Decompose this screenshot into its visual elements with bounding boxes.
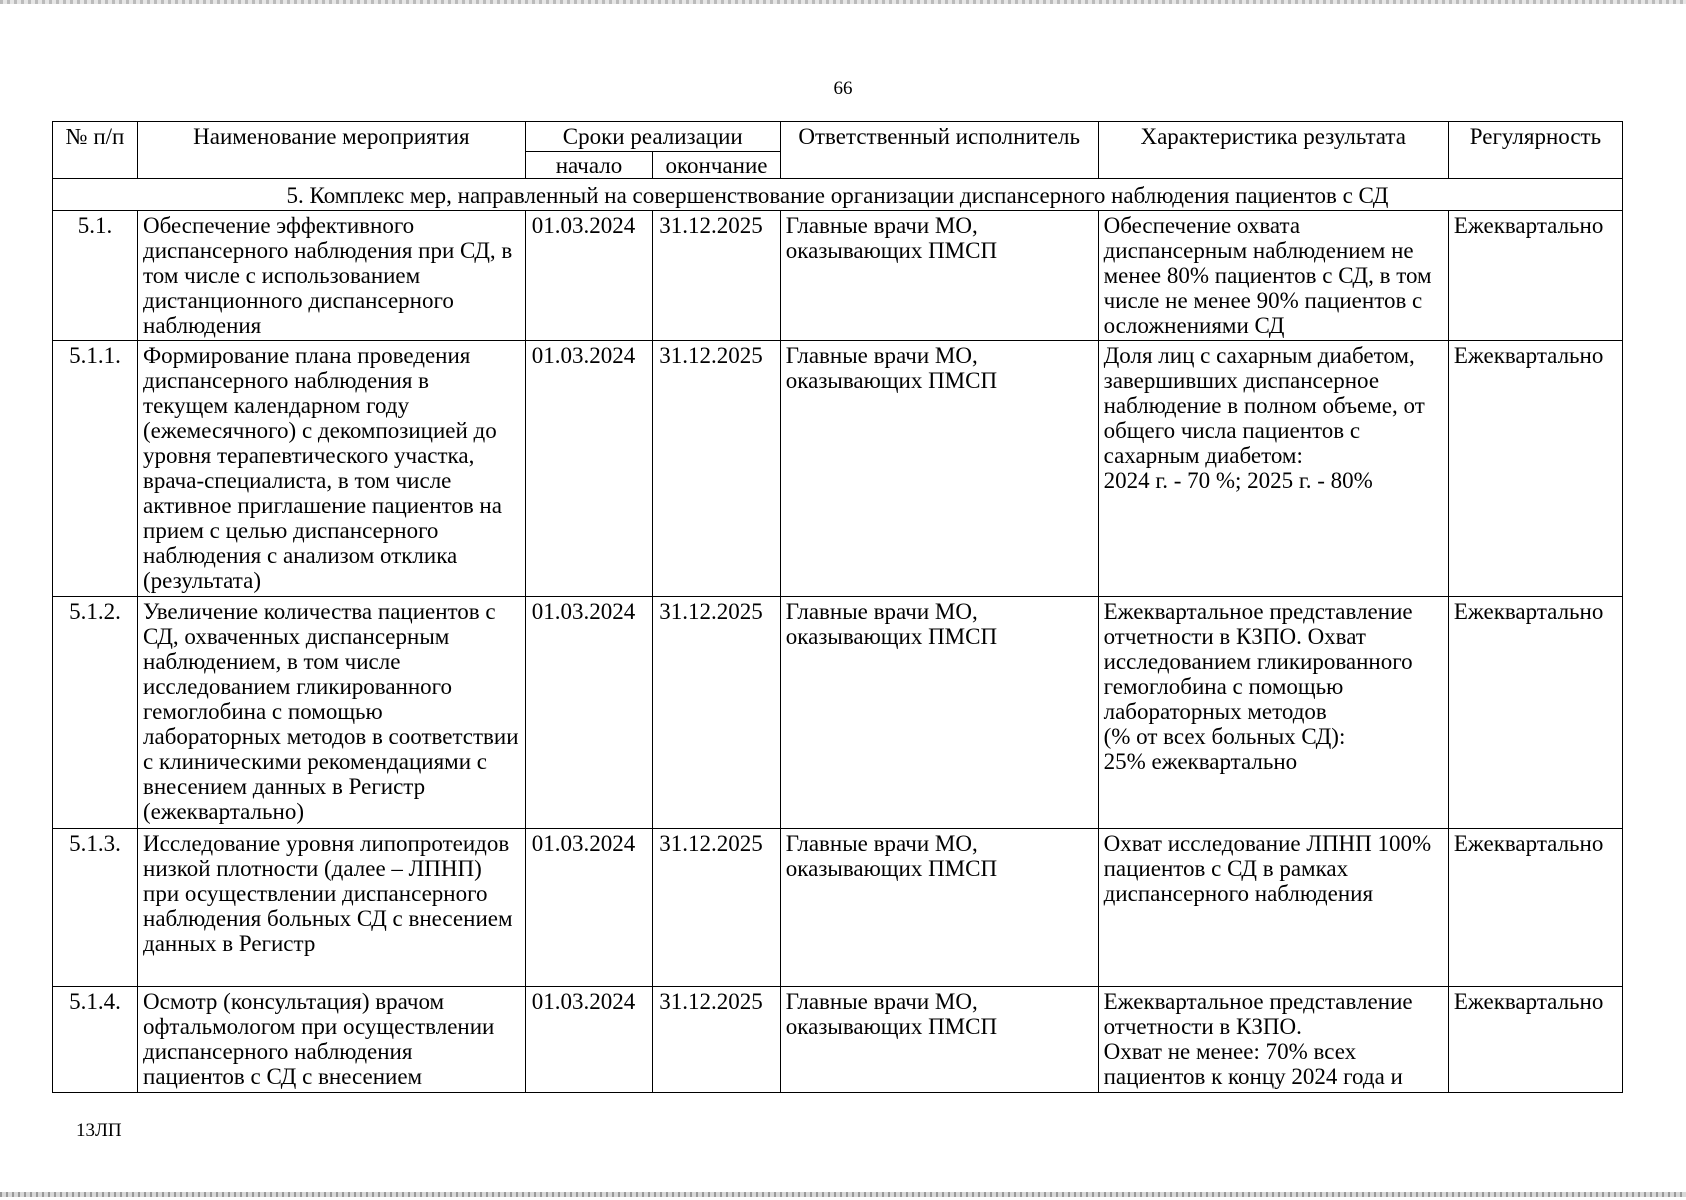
row-start: 01.03.2024 [525,829,653,987]
header-end: окончание [653,152,781,179]
header-start: начало [525,152,653,179]
row-end: 31.12.2025 [653,211,781,341]
row-result: Доля лиц с сахарным диабетом, завершивших диспансерное наблюдение в полном объеме, от общего числа пациентов с сахарным диабетом: 2024 г. - 70 %; 2025 г. - 80% [1098,341,1448,597]
table-header [53,122,1623,179]
row-regularity: Ежеквартально [1448,829,1622,987]
row-name: Исследование уровня липопротеидов низкой плотности (далее – ЛПНП) при осуществлении диспансерного наблюдения больных СД с внесением данных в Регистр [138,829,526,987]
row-regularity: Ежеквартально [1448,597,1622,829]
header-regularity: Регулярность [1448,122,1622,179]
row-name: Обеспечение эффективного диспансерного наблюдения при СД, в том числе с использованием дистанционного диспансерного наблюдения [138,211,526,341]
row-responsible: Главные врачи МО, оказывающих ПМСП [780,341,1098,597]
row-name: Формирование плана проведения диспансерного наблюдения в текущем календарном году (ежемесячного) с декомпозицией до уровня терапевтического участка, врача-специалиста, в том числе активное приглашение пациентов на прием с целью диспансерного наблюдения с анализом отклика (результата) [138,341,526,597]
row-end: 31.12.2025 [653,987,781,1093]
row-num: 5.1.4. [53,987,138,1093]
header-result: Характеристика результата [1098,122,1448,179]
row-end: 31.12.2025 [653,829,781,987]
row-num: 5.1. [53,211,138,341]
table-row [53,341,1623,597]
row-num: 5.1.1. [53,341,138,597]
table-row [53,829,1623,987]
row-responsible: Главные врачи МО, оказывающих ПМСП [780,597,1098,829]
row-responsible: Главные врачи МО, оказывающих ПМСП [780,829,1098,987]
header-name: Наименование мероприятия [138,122,526,179]
row-regularity: Ежеквартально [1448,987,1622,1093]
table-row [53,987,1623,1093]
row-num: 5.1.3. [53,829,138,987]
row-num: 5.1.2. [53,597,138,829]
row-responsible: Главные врачи МО, оказывающих ПМСП [780,987,1098,1093]
table-row [53,597,1623,829]
header-responsible: Ответственный исполнитель [780,122,1098,179]
row-name: Осмотр (консультация) врачом офтальмологом при осуществлении диспансерного наблюдения пациентов с СД с внесением [138,987,526,1093]
row-name: Увеличение количества пациентов с СД, охваченных диспансерным наблюдением, в том числе исследованием гликированного гемоглобина с помощью лабораторных методов в соответствии с клиническими рекомендациями с внесением данных в Регистр (ежеквартально) [138,597,526,829]
row-start: 01.03.2024 [525,597,653,829]
scan-edge-top [0,0,1686,4]
row-start: 01.03.2024 [525,211,653,341]
table-body [53,179,1623,1093]
footer-code: 13ЛП [76,1120,122,1141]
row-regularity: Ежеквартально [1448,211,1622,341]
row-result: Обеспечение охвата диспансерным наблюдением не менее 80% пациентов с СД, в том числе не менее 90% пациентов с осложнениями СД [1098,211,1448,341]
row-end: 31.12.2025 [653,341,781,597]
section-title: 5. Комплекс мер, направленный на совершенствование организации диспансерного наблюдения пациентов с СД [53,179,1623,211]
header-num: № п/п [53,122,138,179]
row-regularity: Ежеквартально [1448,341,1622,597]
row-responsible: Главные врачи МО, оказывающих ПМСП [780,211,1098,341]
header-period: Сроки реализации [525,122,780,152]
section-row [53,179,1623,211]
row-start: 01.03.2024 [525,341,653,597]
scan-edge-bottom [0,1192,1686,1197]
row-start: 01.03.2024 [525,987,653,1093]
measures-table [52,121,1623,1093]
table-row [53,211,1623,341]
row-result: Ежеквартальное представление отчетности в КЗПО. Охват исследованием гликированного гемоглобина с помощью лабораторных методов (% от всех больных СД): 25% ежеквартально [1098,597,1448,829]
row-result: Ежеквартальное представление отчетности в КЗПО. Охват не менее: 70% всех пациентов к концу 2024 года и [1098,987,1448,1093]
row-result: Охват исследование ЛПНП 100% пациентов с СД в рамках диспансерного наблюдения [1098,829,1448,987]
row-end: 31.12.2025 [653,597,781,829]
page-number: 66 [833,78,853,99]
